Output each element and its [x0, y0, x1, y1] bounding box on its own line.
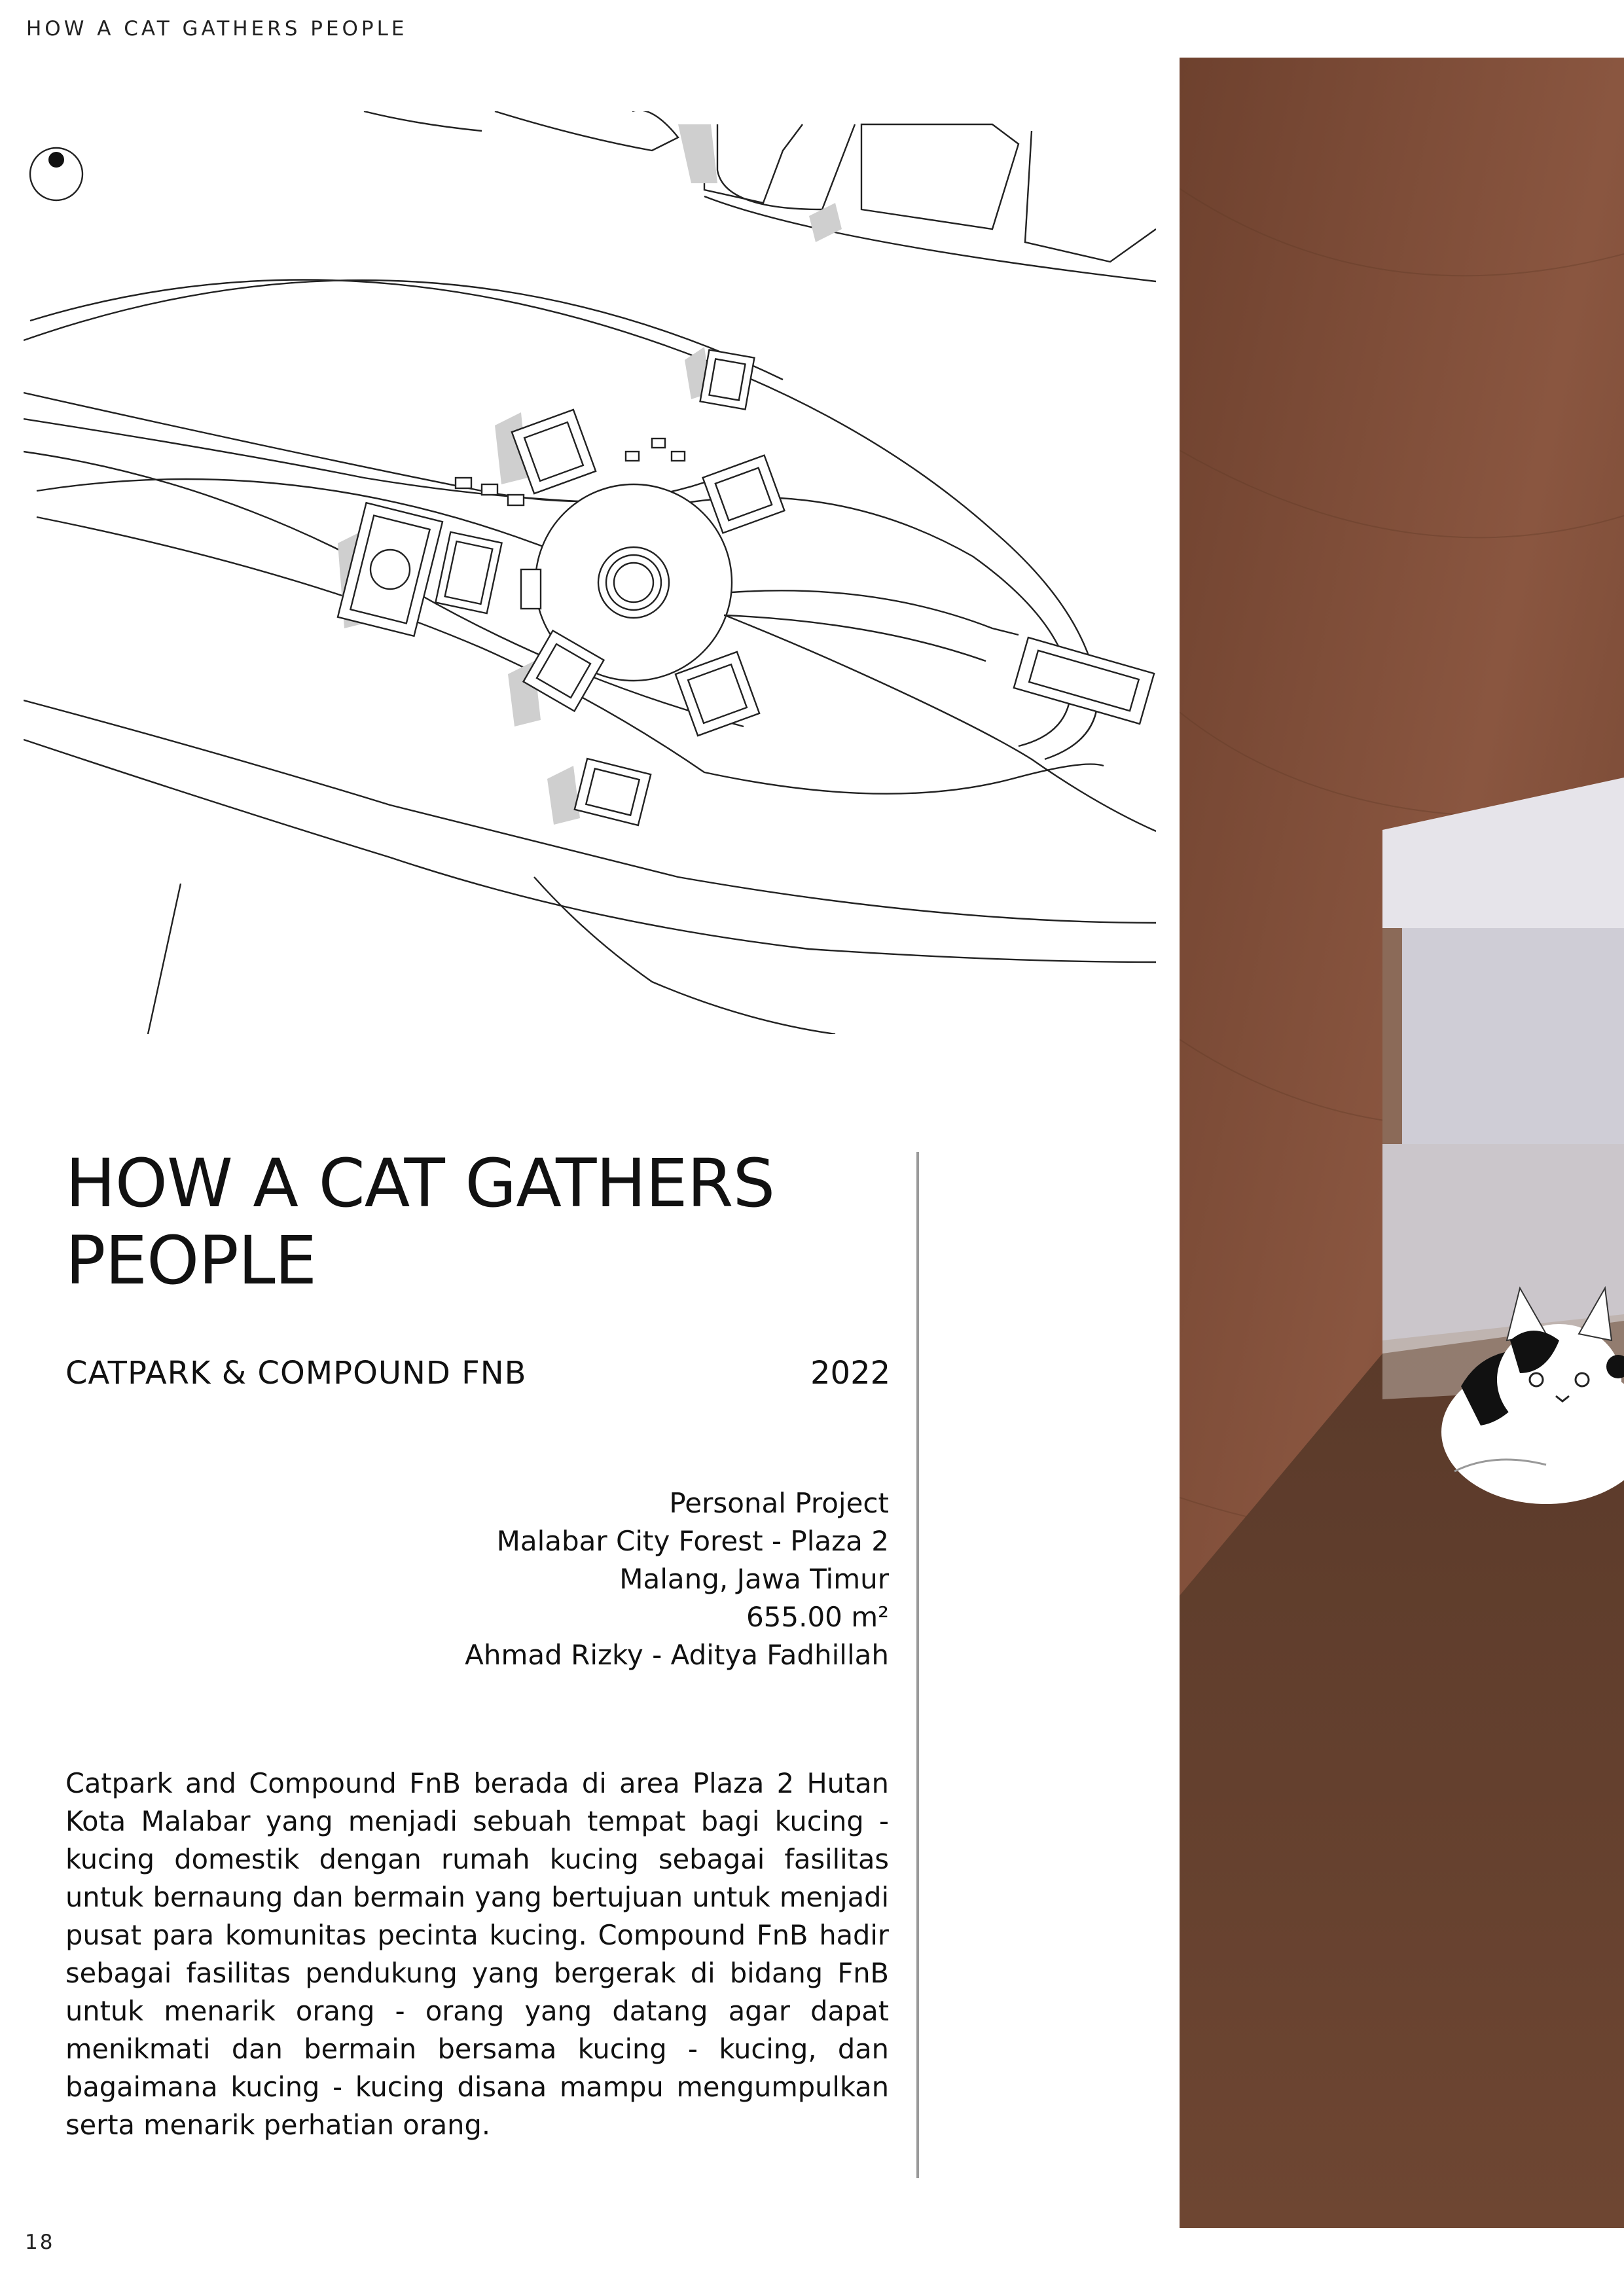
interior-render-image [1180, 58, 1624, 2228]
project-details [419, 1484, 889, 1674]
north-arrow-icon [30, 148, 82, 200]
project-subtitle: CATPARK & COMPOUND FNB [65, 1355, 527, 1391]
project-type: Personal Project [669, 1487, 889, 1519]
running-header: HOW A CAT GATHERS PEOPLE [26, 17, 408, 41]
project-location: Malabar City Forest - Plaza 2 [496, 1525, 889, 1557]
project-year: 2022 [810, 1355, 891, 1391]
page-number: 18 [25, 2231, 55, 2254]
project-description: Catpark and Compound FnB berada di area Plaza 2 Hutan Kota Malabar yang menjadi sebuah tempat bagi kucing - kucing domestik dengan rumah kucing sebagai fasilitas untuk bernaung dan bermain yang bertujuan untuk menjadi pusat para komunitas pecinta kucing. Compound FnB hadir sebagai fasilitas pendukung yang bergerak di bidang FnB untuk menarik orang - orang yang datang agar dapat menikmati dan bermain bersama kucing - kucing, dan bagaimana kucing - kucing disana mampu mengumpulkan serta menarik perhatian orang. [65, 1767, 889, 2141]
project-title: HOW A CAT GATHERS PEOPLE [65, 1145, 775, 1300]
project-city: Malang, Jawa Timur [619, 1563, 889, 1595]
project-area: 655.00 m² [746, 1601, 889, 1633]
vertical-divider [916, 1152, 919, 2178]
project-authors: Ahmad Rizky - Aditya Fadhillah [465, 1639, 889, 1671]
site-plan-drawing [24, 111, 1156, 1034]
